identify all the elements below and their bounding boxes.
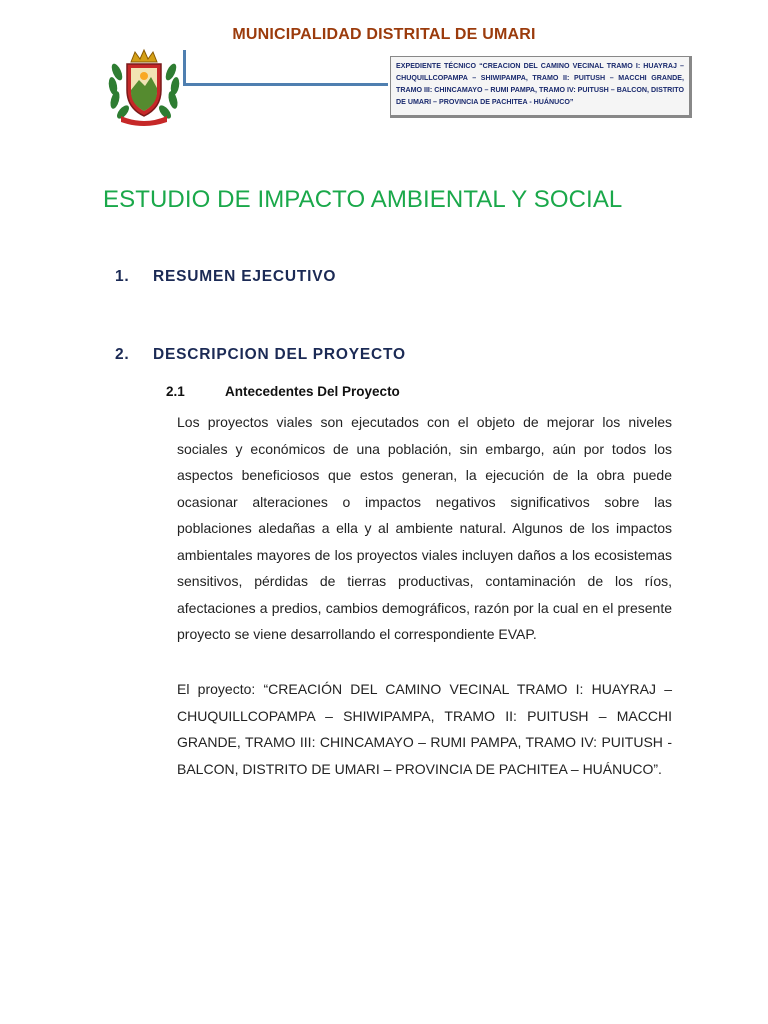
section-title: RESUMEN EJECUTIVO — [153, 268, 337, 285]
subsection-heading — [166, 384, 400, 399]
section-heading-descripcion — [115, 346, 406, 364]
subsection-title: Antecedentes Del Proyecto — [225, 384, 400, 399]
expediente-box: EXPEDIENTE TÉCNICO “CREACION DEL CAMINO VECINAL TRAMO I: HUAYRAJ – CHUQUILLCOPAMPA – SHIWIPAMPA, TRAMO II: PUITUSH – MACCHI GRANDE, TRAMO III: CHINCAMAYO – RUMI PAMPA, TRAMO IV: PUITUSH – BALCON, DISTRITO DE UMARI – PROVINCIA DE PACHITEA - HUÁNUCO” — [390, 56, 692, 118]
section-heading-resumen — [115, 268, 336, 286]
header-divider-horizontal — [183, 83, 388, 86]
subsection-number: 2.1 — [166, 384, 185, 399]
document-title: ESTUDIO DE IMPACTO AMBIENTAL Y SOCIAL — [103, 186, 623, 213]
section-number: 1. — [115, 268, 130, 285]
header-divider-vertical — [183, 50, 186, 86]
body-paragraph: Los proyectos viales son ejecutados con el objeto de mejorar los niveles sociales y económicos de una población, sin embargo, aún por todos los aspectos beneficiosos que estos generan, la ejecución de la obra puede ocasionar alteraciones o impactos negativos significativos sobre las poblaciones aledañas a ella y al ambiente natural. Algunos de los impactos ambientales mayores de los proyectos viales incluyen daños a los ecosistemas sensitivos, pérdidas de tierras productivas, contaminación de los ríos, afectaciones a predios, cambios demográficos, razón por la cual en el presente proyecto se viene desarrollando el correspondiente EVAP. — [177, 414, 672, 642]
body-paragraph: El proyecto: “CREACIÓN DEL CAMINO VECINAL TRAMO I: HUAYRAJ – CHUQUILLCOPAMPA – SHIWIPAMPA, TRAMO II: PUITUSH – MACCHI GRANDE, TRAMO III: CHINCAMAYO – RUMI PAMPA, TRAMO IV: PUITUSH - BALCON, DISTRITO DE UMARI – PROVINCIA DE PACHITEA – HUÁNUCO”. — [177, 681, 672, 777]
municipality-name: MUNICIPALIDAD DISTRITAL DE UMARI — [232, 26, 536, 43]
coat-of-arms-icon — [103, 46, 185, 128]
section-title: DESCRIPCION DEL PROYECTO — [153, 346, 406, 363]
section-number: 2. — [115, 346, 130, 363]
